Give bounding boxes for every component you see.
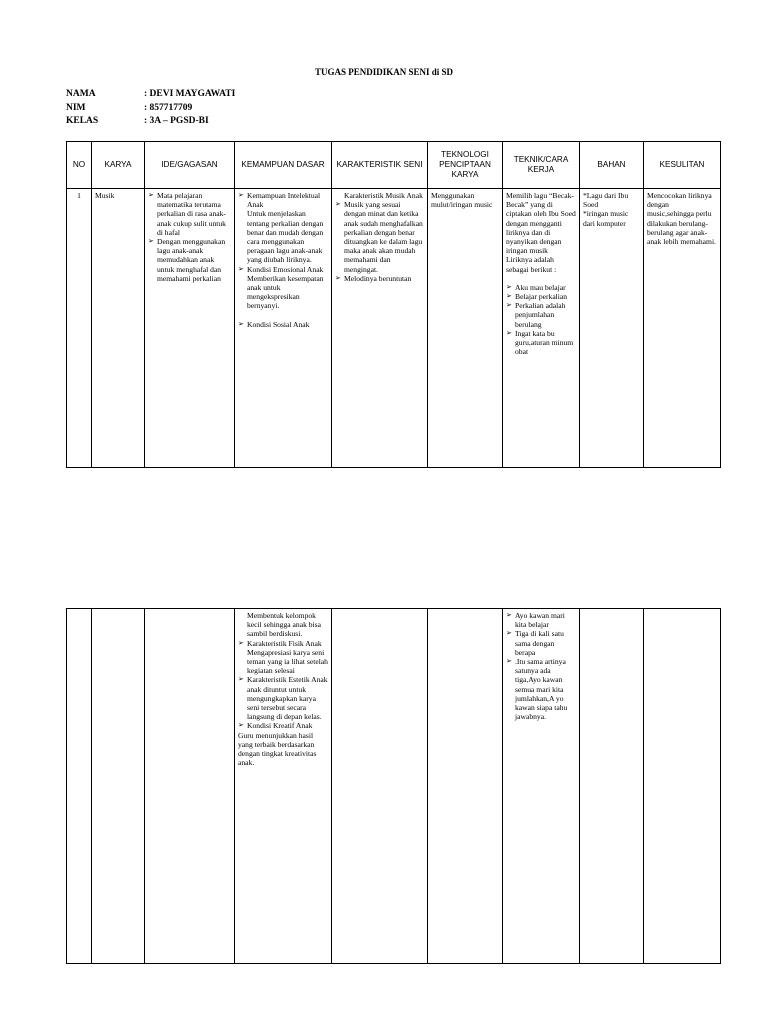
bullet-text: Memberikan kesempatan anak untuk mengekspresikan bernyanyi.	[247, 273, 324, 311]
list-item: ➢ Kondisi Sosial Anak	[238, 320, 328, 329]
header-kesulitan: KESULITAN	[644, 142, 721, 189]
cell-kesulitan: Mencocokan liriknya dengan music,sehingga perlu dilakukan berulang-berulang agar anak-anak lebih memahami.	[644, 189, 721, 468]
cell-kemampuan	[235, 189, 332, 468]
cell-no	[67, 609, 92, 964]
bullet-heading: Karakteristik Fisik Anak	[247, 638, 322, 648]
header-no: NO	[67, 142, 92, 189]
list-item: ➢ Ayo kawan mari kita belajar	[506, 611, 576, 629]
list-item: ➢ Ingat kata bu guru,aturan minum obat	[506, 329, 576, 357]
info-row-nama	[66, 88, 235, 102]
cell-bahan	[580, 609, 644, 964]
info-value: : DEVI MAYGAWATI	[144, 89, 236, 99]
list-item: ➢ Perkalian adalah penjumlahan berulang	[506, 301, 576, 329]
list-item: ➢ .Itu sama artinya satunya ada tiga,Ayo kawan semua mari kita jumlahkan,A yo kawan siapa tahu jawabnya.	[506, 657, 576, 721]
bullet-text: Untuk menjelaskan tentang perkalian dengan benar dan mudah dengan cara menggunakan peragaan lagu anak-anak yang diubah liriknya.	[247, 209, 324, 265]
info-value: : 3A – PGSD-BI	[144, 116, 209, 126]
header-teknik: TEKNIK/CARA KERJA	[503, 142, 580, 189]
list-item: ➢ Mata pelajaran matematika terutama perkalian di rasa anak-anak cukup sulit untuk di hafal	[148, 191, 231, 237]
info-label: NIM	[66, 102, 86, 113]
list-item: ➢ Dengan menggunakan lagu anak-anak memudahkan anak untuk menghafal dan memahami perkalian	[148, 237, 231, 283]
header-karakteristik-seni: KARAKTERISTIK SENI	[332, 142, 428, 189]
header-teknologi: TEKNOLOGI PENCIPTAAN KARYA	[428, 142, 503, 189]
list-item	[238, 639, 328, 676]
list-item	[238, 721, 328, 730]
list-item: ➢ Belajar perkalian	[506, 292, 576, 301]
header-ide-gagasan: IDE/GAGASAN	[145, 142, 235, 189]
info-row-kelas	[66, 115, 235, 129]
info-label: NAMA	[66, 89, 96, 99]
list-item: ➢ Musik yang sesuai dengan minat dan ketika anak sudah menghafalkan perkalian dengan benar dituangkan ke dalam lagu maka anak akan mudah memahami dan mengingat.	[335, 200, 424, 274]
info-value: : 857717709	[144, 102, 193, 113]
bullet-heading: Kondisi Kreatif Anak	[247, 721, 313, 731]
header-kemampuan-dasar: KEMAMPUAN DASAR	[235, 142, 332, 189]
table-header-row	[67, 142, 721, 189]
cell-teknik	[503, 609, 580, 964]
cell-karya	[92, 609, 145, 964]
table-row	[67, 609, 721, 964]
cell-karakteristik	[332, 609, 428, 964]
assignment-table-page-2	[66, 608, 721, 964]
kemampuan-closing: Guru menunjukkan hasil yang terbaik berdasarkan dengan tingkat kreativitas anak.	[238, 730, 317, 768]
bahan-line: *iringan music dari komputer	[583, 209, 629, 228]
assignment-table-page-1	[66, 141, 721, 468]
list-item	[238, 191, 328, 265]
kemampuan-continued: Membentuk kelompok kecil sehingga anak bisa sambil berdiskusi.	[247, 611, 322, 639]
cell-kemampuan	[235, 609, 332, 964]
karakteristik-intro: Karakteristik Musik Anak	[344, 191, 423, 200]
cell-ide	[145, 609, 235, 964]
list-item	[238, 675, 328, 721]
teknik-intro: Memilih lagu “Becak- Becak” yang di ciptakan oleh Ibu Soed dengan mengganti liriknya dan di nyanyikan dengan iringan musik	[506, 191, 576, 256]
cell-teknologi: Menggunakan mulut/iringan music	[428, 189, 503, 468]
bullet-heading: Kemampuan Intelektual Anak	[247, 191, 321, 210]
cell-teknologi	[428, 609, 503, 964]
bahan-line: *Lagu dari Ibu Soed	[583, 191, 629, 210]
cell-karakteristik	[332, 189, 428, 468]
document-title: TUGAS PENDIDIKAN SENI di SD	[314, 67, 454, 77]
bullet-text: Mengapresiasi karya seni teman yang ia lihat setelah kegiatan selesai	[247, 647, 328, 676]
info-label: KELAS	[66, 116, 99, 126]
header-bahan: BAHAN	[580, 142, 644, 189]
cell-ide	[145, 189, 235, 468]
bullet-heading: Kondisi Emosional Anak	[247, 264, 324, 274]
student-info	[66, 88, 235, 129]
cell-no: 1	[67, 189, 92, 468]
header-karya: KARYA	[92, 142, 145, 189]
cell-kesulitan	[644, 609, 721, 964]
table-row	[67, 189, 721, 468]
cell-teknik	[503, 189, 580, 468]
cell-karya: Musik	[92, 189, 145, 468]
bullet-heading: Karakteristik Estetik Anak	[247, 675, 328, 685]
cell-bahan	[580, 189, 644, 468]
teknik-lirik-label: Liriknya adalah sebagai berikut :	[506, 255, 557, 274]
list-item: ➢ Tiga di kali satu sama dengan berapa	[506, 629, 576, 657]
info-row-nim	[66, 102, 235, 116]
list-item: ➢ Melodinya beruntutan	[335, 274, 424, 283]
list-item	[238, 265, 328, 311]
bullet-text: anak dituntut untuk mengungkapkan karya seni tersebut secara langsung di depan kelas.	[247, 684, 322, 722]
list-item: ➢ Aku mau belajar	[506, 283, 576, 292]
